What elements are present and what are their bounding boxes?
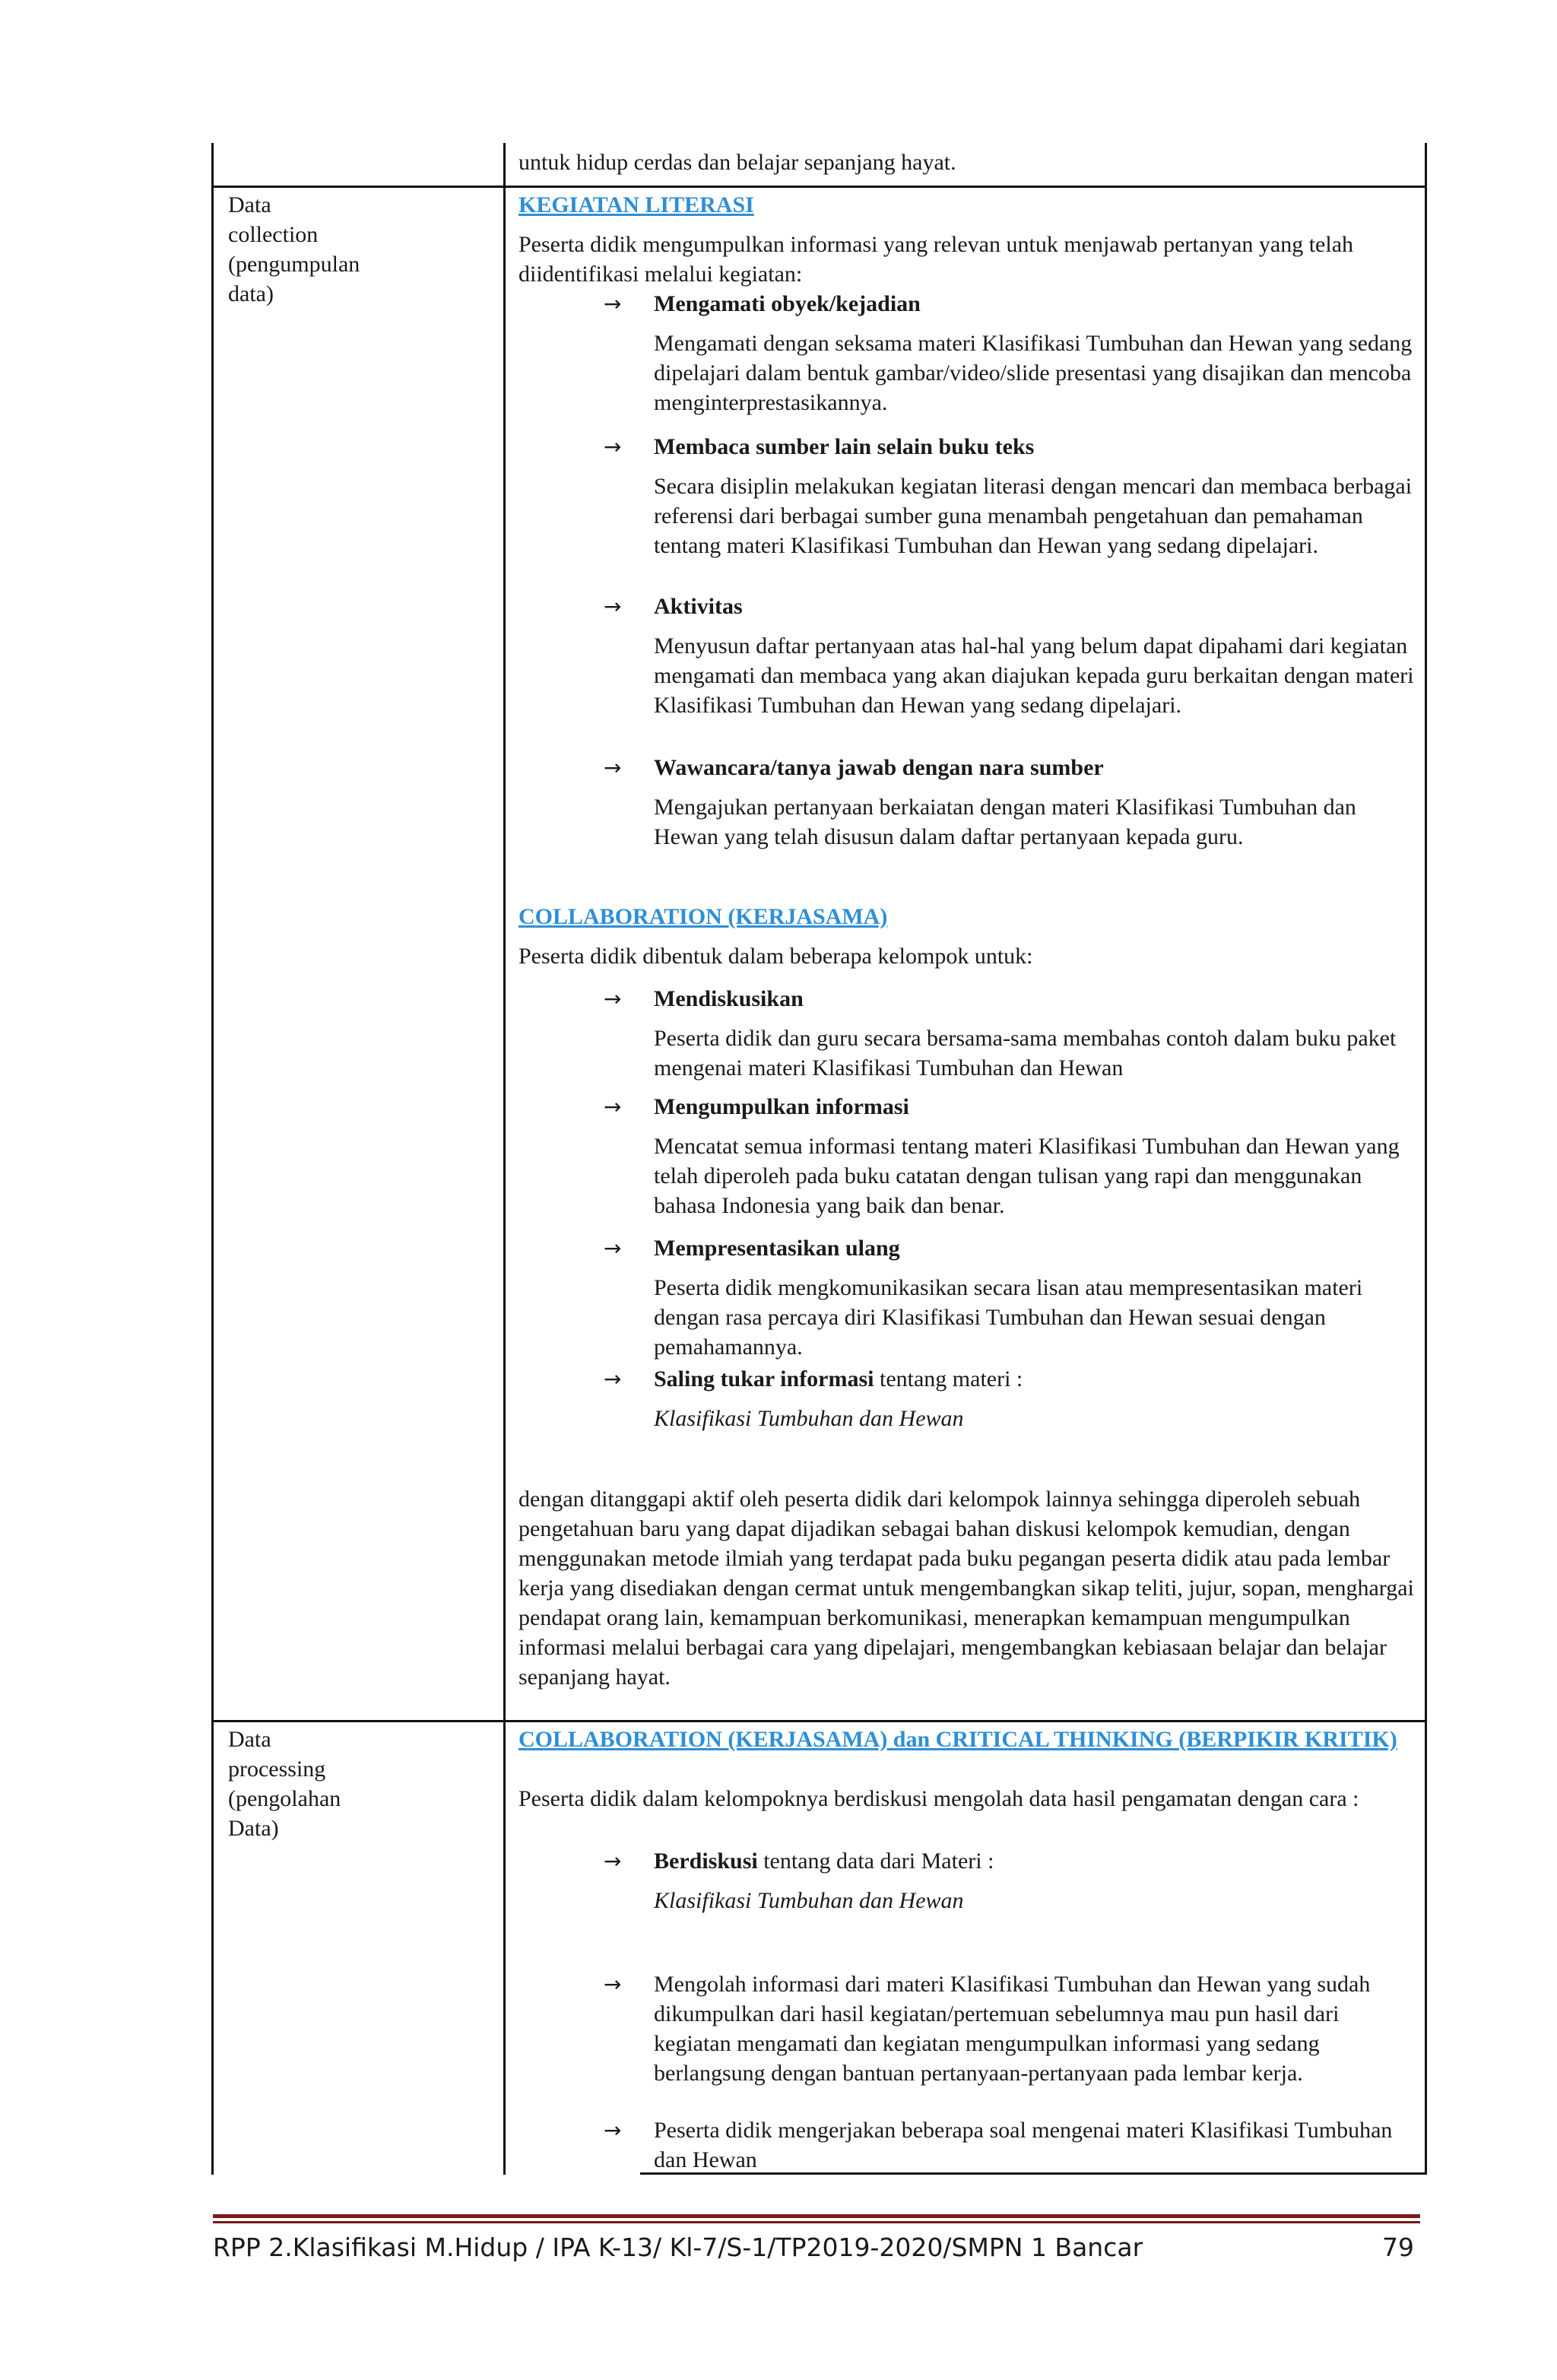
- row1-label: [228, 190, 502, 309]
- arrow-right-icon: →: [604, 1236, 622, 1261]
- activity-title-rest: tentang materi :: [874, 1366, 1023, 1392]
- collaboration-closing: dengan ditanggapi aktif oleh peserta didik dari kelompok lainnya sehingga diperoleh sebuah pengetahuan baru yang dapat dijadikan sebagai bahan diskusi kelompok kemudian, dengan menggunakan metode ilmiah yang terdapat pada buku pegangan peserta didik atau pada lembar kerja yang disediakan dengan cermat untuk mengembangkan sikap teliti, jujur, sopan, menghargai pendapat orang lain, kemampuan berkomunikasi, menerapkan kemampuan mengumpulkan informasi melalui berbagai cara yang dipelajari, mengembangkan kebiasaan belajar dan belajar sepanjang hayat.: [518, 1487, 1414, 1690]
- label-line: Data): [228, 1816, 279, 1841]
- row2-content: [518, 1725, 1416, 2173]
- arrow-right-icon: →: [604, 2118, 622, 2143]
- activity-desc: Peserta didik dan guru secara bersama-sama membahas contoh dalam buku paket mengenai materi Klasifikasi Tumbuhan dan Hewan: [654, 1026, 1397, 1081]
- label-line: (pengumpulan: [228, 252, 360, 277]
- activity-title: [654, 1364, 1414, 1394]
- footer-document-info: RPP 2.Klasifikasi M.Hidup / IPA K-13/ Kl-7/S-1/TP2019-2020/SMPN 1 Bancar: [213, 2232, 1143, 2262]
- literasi-intro: Peserta didik mengumpulkan informasi yang relevan untuk menjawab pertanyan yang telah diidentifikasi melalui kegiatan:: [518, 232, 1354, 287]
- activity-topic: Klasifikasi Tumbuhan dan Hewan: [654, 1888, 964, 1913]
- table-left-border: [211, 143, 214, 2175]
- activity-desc: Mengamati dengan seksama materi Klasifikasi Tumbuhan dan Hewan yang sedang dipelajari dalam bentuk gambar/video/slide presentasi yang disajikan dan mencoba menginterprestasikannya.: [654, 331, 1413, 415]
- activity-title: Membaca sumber lain selain buku teks: [654, 434, 1035, 459]
- arrow-right-icon: →: [604, 434, 622, 459]
- row2-label: [228, 1725, 502, 1843]
- activity-title: Mempresentasikan ulang: [654, 1236, 900, 1261]
- activity-desc: Secara disiplin melakukan kegiatan literasi dengan mencari dan membaca berbagai referensi dari berbagai sumber guna menambah pengetahuan dan pemahaman tentang materi Klasifikasi Tumbuhan dan Hewan yang sedang dipelajari.: [654, 474, 1413, 558]
- collaboration-intro: Peserta didik dibentuk dalam beberapa kelompok untuk:: [518, 944, 1033, 969]
- heading-collaboration-critical-thinking: COLLABORATION (KERJASAMA) dan CRITICAL THINKING (BERPIKIR KRITIK): [518, 1727, 1397, 1752]
- page-footer: [213, 2232, 1420, 2269]
- row1-content: [518, 190, 1416, 1718]
- row-divider: [211, 1720, 1427, 1722]
- activity-desc: Mengajukan pertanyaan berkaiatan dengan materi Klasifikasi Tumbuhan dan Hewan yang telah disusun dalam daftar pertanyaan kepada guru.: [654, 795, 1356, 849]
- arrow-right-icon: →: [604, 755, 622, 780]
- label-line: processing: [228, 1756, 326, 1782]
- label-line: (pengolahan: [228, 1786, 341, 1811]
- activity-title: Mendiskusikan: [654, 986, 804, 1011]
- activity-title: Mengumpulkan informasi: [654, 1094, 909, 1119]
- row-divider: [211, 186, 1427, 188]
- arrow-right-icon: →: [604, 1094, 622, 1119]
- arrow-right-icon: →: [604, 1848, 622, 1874]
- activity-title: Aktivitas: [654, 594, 743, 619]
- label-line: Data: [228, 192, 271, 217]
- row0-text: untuk hidup cerdas dan belajar sepanjang hayat.: [518, 150, 956, 175]
- heading-kegiatan-literasi: KEGIATAN LITERASI: [518, 192, 754, 217]
- heading-collaboration: COLLABORATION (KERJASAMA): [518, 904, 888, 929]
- activity-title: [654, 1846, 1414, 1876]
- label-line: collection: [228, 222, 319, 247]
- activity-desc: Mengolah informasi dari materi Klasifikasi Tumbuhan dan Hewan yang sudah dikumpulkan dari hasil kegiatan/pertemuan sebelumnya mau pun hasil dari kegiatan mengamati dan kegiatan mengumpulkan informasi yang sedang berlangsung dengan bantuan pertanyaan-pertanyaan pada lembar kerja.: [654, 1972, 1371, 2086]
- footer-rule: [213, 2214, 1420, 2218]
- activity-title: Mengamati obyek/kejadian: [654, 291, 921, 316]
- activity-desc: Peserta didik mengkomunikasikan secara lisan atau mempresentasikan materi dengan rasa percaya diri Klasifikasi Tumbuhan dan Hewan sesuai dengan pemahamannya.: [654, 1275, 1363, 1360]
- arrow-right-icon: →: [604, 594, 622, 619]
- table-column-divider: [503, 143, 506, 2175]
- processing-intro: Peserta didik dalam kelompoknya berdiskusi mengolah data hasil pengamatan dengan cara :: [518, 1786, 1359, 1811]
- activity-title-bold: Berdiskusi: [654, 1848, 758, 1874]
- arrow-right-icon: →: [604, 1972, 622, 1997]
- footer-rule: [213, 2221, 1420, 2223]
- arrow-right-icon: →: [604, 1366, 622, 1392]
- activity-desc: Mencatat semua informasi tentang materi Klasifikasi Tumbuhan dan Hewan yang telah diperoleh pada buku catatan dengan tulisan yang rapi dan menggunakan bahasa Indonesia yang baik dan benar.: [654, 1134, 1400, 1218]
- label-line: Data: [228, 1727, 271, 1752]
- activity-desc: Peserta didik mengerjakan beberapa soal mengenai materi Klasifikasi Tumbuhan dan Hewan: [654, 2118, 1393, 2172]
- page-number: 79: [1382, 2232, 1414, 2262]
- arrow-right-icon: →: [604, 986, 622, 1011]
- activity-desc: Menyusun daftar pertanyaan atas hal-hal yang belum dapat dipahami dari kegiatan mengamati dan membaca yang akan diajukan kepada guru berkaitan dengan materi Klasifikasi Tumbuhan dan Hewan yang sedang dipelajari.: [654, 633, 1414, 718]
- label-line: data): [228, 281, 274, 306]
- arrow-right-icon: →: [604, 291, 622, 316]
- activity-title-bold: Saling tukar informasi: [654, 1366, 874, 1392]
- activity-title-rest: tentang data dari Materi :: [757, 1848, 994, 1874]
- activity-title: Wawancara/tanya jawab dengan nara sumber: [654, 755, 1104, 780]
- table-right-border: [1425, 143, 1427, 2175]
- activity-topic: Klasifikasi Tumbuhan dan Hewan: [654, 1406, 964, 1431]
